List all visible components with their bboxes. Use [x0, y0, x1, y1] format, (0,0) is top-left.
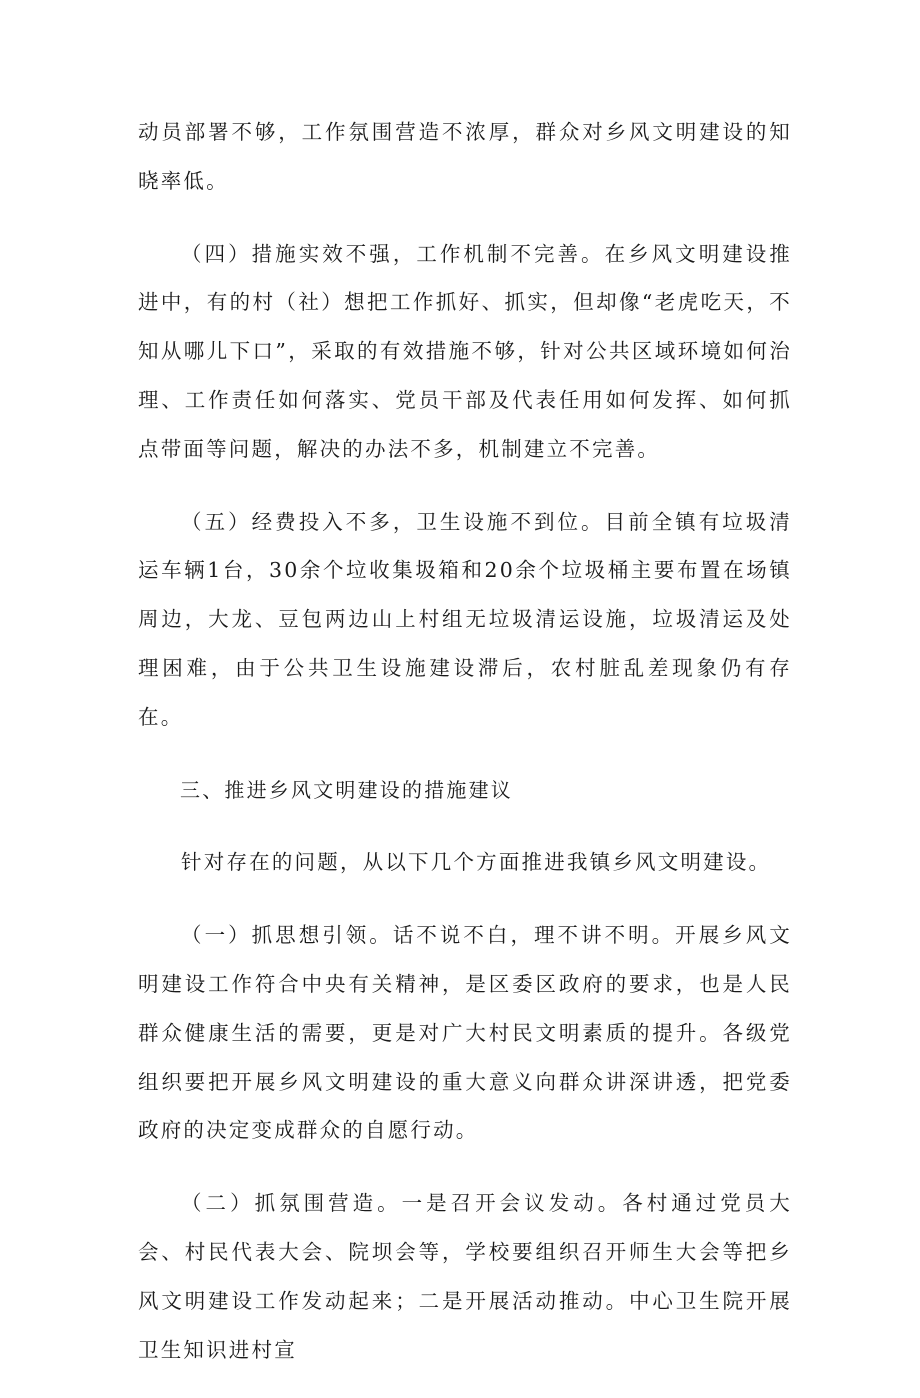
- paragraph-continuation: 动员部署不够，工作氛围营造不浓厚，群众对乡风文明建设的知晓率低。: [138, 120, 792, 193]
- document-body: [138, 108, 792, 1398]
- paragraph-section-five: （五）经费投入不多，卫生设施不到位。目前全镇有垃圾清运车辆1台，30余个垃收集圾箱和20余个垃圾桶主要布置在场镇周边，大龙、豆包两边山上村组无垃圾清运设施，垃圾清运及处理困难，由于公共卫生设施建设滞后，农村脏乱差现象仍有存在。: [138, 509, 792, 729]
- paragraph-measure-one: （一）抓思想引领。话不说不白，理不讲不明。开展乡风文明建设工作符合中央有关精神，是区委区政府的要求，也是人民群众健康生活的需要，更是对广大村民文明素质的提升。各级党组织要把开展乡风文明建设的重大意义向群众讲深讲透，把党委政府的决定变成群众的自愿行动。: [138, 923, 792, 1143]
- paragraph-measure-two: （二）抓氛围营造。一是召开会议发动。各村通过党员大会、村民代表大会、院坝会等，学校要组织召开师生大会等把乡风文明建设工作发动起来；二是开展活动推动。中心卫生院开展卫生知识进村宣: [138, 1191, 792, 1362]
- paragraph-intro: 针对存在的问题，从以下几个方面推进我镇乡风文明建设。: [181, 850, 772, 875]
- section-heading-three: 三、推进乡风文明建设的措施建议: [180, 777, 513, 802]
- paragraph-section-four: （四）措施实效不强，工作机制不完善。在乡风文明建设推进中，有的村（社）想把工作抓好、抓实，但却像“老虎吃天，不知从哪儿下口”，采取的有效措施不够，针对公共区域环境如何治理、工作责任如何落实、党员干部及代表任用如何发挥、如何抓点带面等问题，解决的办法不多，机制建立不完善。: [138, 241, 792, 461]
